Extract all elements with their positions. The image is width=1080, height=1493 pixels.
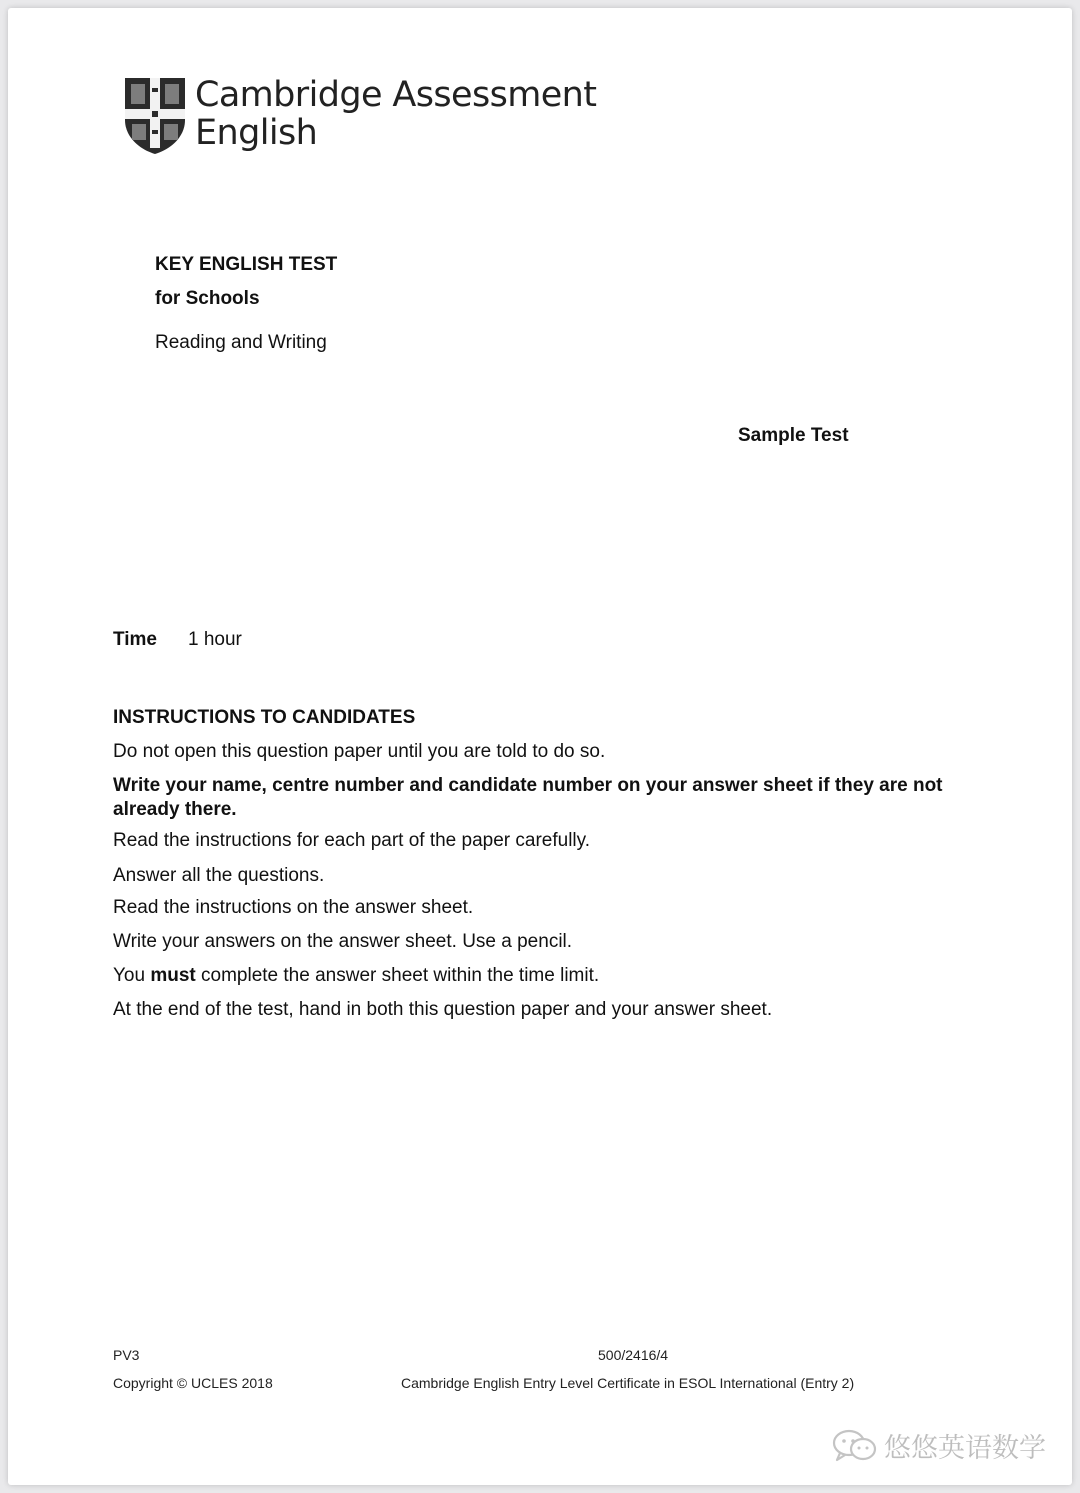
footer-copyright: Copyright © UCLES 2018 [113, 1375, 273, 1391]
cambridge-logo [123, 76, 596, 156]
instruction-line-5: Read the instructions on the answer sheet. [113, 897, 474, 918]
document-page [8, 8, 1072, 1485]
instructions-heading: INSTRUCTIONS TO CANDIDATES [113, 707, 416, 728]
instruction-line-4: Answer all the questions. [113, 865, 325, 886]
instruction-line-8: At the end of the test, hand in both this question paper and your answer sheet. [113, 999, 773, 1020]
sample-test-label: Sample Test [738, 425, 849, 446]
footer-certificate: Cambridge English Entry Level Certificate in ESOL International (Entry 2) [401, 1375, 855, 1391]
instruction-line-7-emphasis: must [150, 965, 196, 986]
instruction-line-3: Read the instructions for each part of the paper carefully. [113, 830, 591, 851]
cambridge-shield-icon [123, 76, 187, 156]
paper-name: Reading and Writing [155, 332, 327, 353]
instruction-line-7-post: complete the answer sheet within the time limit. [195, 965, 600, 986]
logo-title: Cambridge Assessment [195, 75, 597, 115]
footer-code: 500/2416/4 [598, 1347, 669, 1363]
watermark-text: 悠悠英语数学 [884, 1433, 1046, 1464]
instruction-line-7 [113, 965, 599, 987]
time-row [113, 629, 242, 651]
watermark [832, 1426, 1046, 1465]
time-label: Time [113, 629, 158, 650]
instruction-line-2: Write your name, centre number and candidate number on your answer sheet if they are not already there. [113, 775, 943, 820]
wechat-icon [832, 1429, 878, 1463]
instruction-line-1: Do not open this question paper until you are told to do so. [113, 741, 606, 762]
footer-version: PV3 [113, 1347, 140, 1363]
instruction-line-6: Write your answers on the answer sheet. Use a pencil. [113, 931, 573, 952]
logo-subtitle: English [195, 113, 318, 153]
test-subtitle: for Schools [155, 288, 260, 309]
time-value: 1 hour [188, 629, 242, 650]
instruction-line-7-pre: You [113, 965, 151, 986]
test-name: KEY ENGLISH TEST [155, 254, 338, 275]
